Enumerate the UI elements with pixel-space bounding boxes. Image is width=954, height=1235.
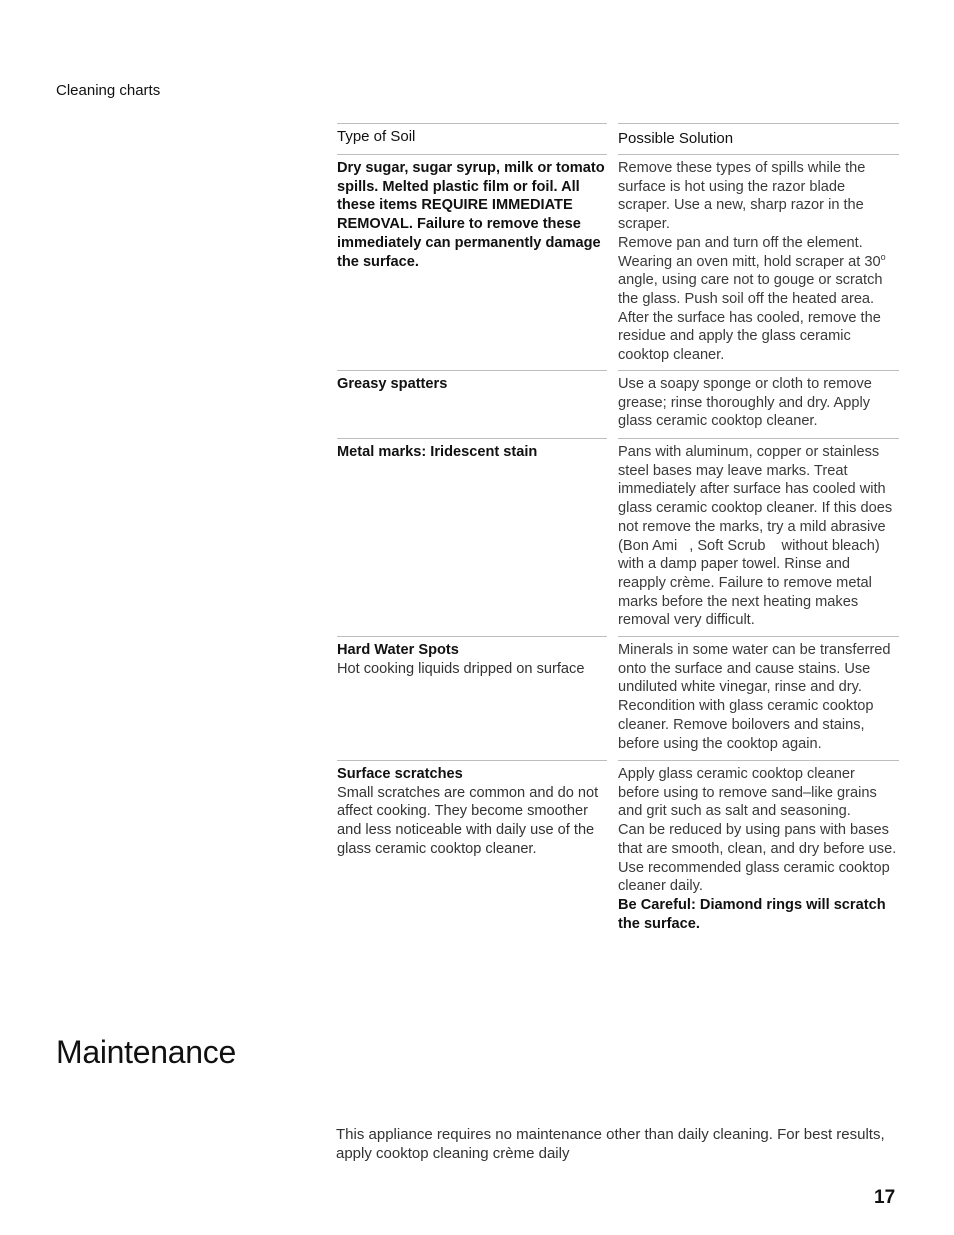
cleaning-chart-table	[337, 123, 899, 960]
solution-cell	[618, 154, 899, 370]
column-header-soil: Type of Soil	[337, 123, 607, 154]
solution-cell	[618, 760, 899, 960]
section-label: Cleaning charts	[56, 82, 161, 99]
table-row	[337, 438, 899, 636]
solution-line: , Soft Scrub	[689, 537, 766, 554]
solution-cell	[618, 636, 899, 760]
soil-description: Small scratches are common and do not affect cooking. They become smoother and less noticeable with daily use of the glass ceramic cooktop cleaner.	[337, 784, 599, 857]
table-row	[337, 370, 899, 438]
solution-line: Remove these types of spills while the surface is hot using the razor blade scraper. Use a new, sharp razor in the scraper.	[618, 160, 866, 233]
maintenance-body: This appliance requires no maintenance other than daily cleaning. For best results, apply cooktop cleaning crème daily	[336, 1126, 885, 1162]
soil-cell	[337, 760, 607, 960]
maintenance-title: Maintenance	[56, 1034, 236, 1070]
solution-line: Remove pan and turn off the element. Wearing an oven mitt, hold scraper at 30	[618, 234, 881, 270]
soil-cell	[337, 438, 607, 636]
soil-cell	[337, 636, 607, 760]
solution-line: Use recommended glass ceramic cooktop cleaner daily.	[618, 859, 890, 895]
soil-title: Dry sugar, sugar syrup, milk or tomato spills. Melted plastic film or foil. All these items REQUIRE IMMEDIATE REMOVAL. Failure to remove these immediately can permanently damage the surface.	[337, 160, 605, 270]
soil-description: Hot cooking liquids dripped on surface	[337, 660, 585, 677]
solution-line: Pans with aluminum, copper or stainless steel bases may leave marks. Treat immediately after surface has cooled with glass ceramic cooktop cleaner. If this does not remove the marks, try a mild abrasive (Bon Ami	[618, 444, 893, 554]
soil-title: Hard Water Spots	[337, 642, 459, 658]
table-row	[337, 636, 899, 760]
soil-title: Metal marks: Iridescent stain	[337, 444, 538, 460]
solution-line: angle, using care not to gouge or scratch the glass. Push soil off the heated area. After the surface has cooled, remove the residue and apply the glass ceramic cooktop cleaner.	[618, 272, 883, 364]
page-number: 17	[874, 1187, 896, 1208]
solution-line: Use a soapy sponge or cloth to remove grease; rinse thoroughly and dry. Apply glass ceramic cooktop cleaner.	[618, 376, 872, 430]
solution-line: Apply glass ceramic cooktop cleaner before using to remove sand–like grains and grit such as salt and seasoning.	[618, 766, 877, 820]
soil-title: Greasy spatters	[337, 376, 448, 392]
solution-cell	[618, 370, 899, 438]
degree-mark: o	[880, 251, 886, 262]
solution-warning: Be Careful: Diamond rings will scratch the surface.	[618, 896, 886, 932]
soil-cell	[337, 370, 607, 438]
solution-cell	[618, 438, 899, 636]
soil-cell	[337, 154, 607, 370]
column-header-solution: Possible Solution	[618, 123, 899, 154]
soil-title: Surface scratches	[337, 766, 463, 782]
solution-line: Can be reduced by using pans with bases that are smooth, clean, and dry before use.	[618, 822, 897, 857]
table-row	[337, 760, 899, 960]
solution-line: without bleach) with a damp paper towel. Rinse and reapply crème. Failure to remove metal marks before the next heating makes removal very difficult.	[618, 537, 880, 629]
table-header-row	[337, 123, 899, 154]
table-row	[337, 154, 899, 370]
solution-line: Minerals in some water can be transferred onto the surface and cause stains. Use undiluted white vinegar, rinse and dry. Recondition with glass ceramic cooktop cleaner. Remove boilovers and stains, before using the cooktop again.	[618, 642, 891, 752]
